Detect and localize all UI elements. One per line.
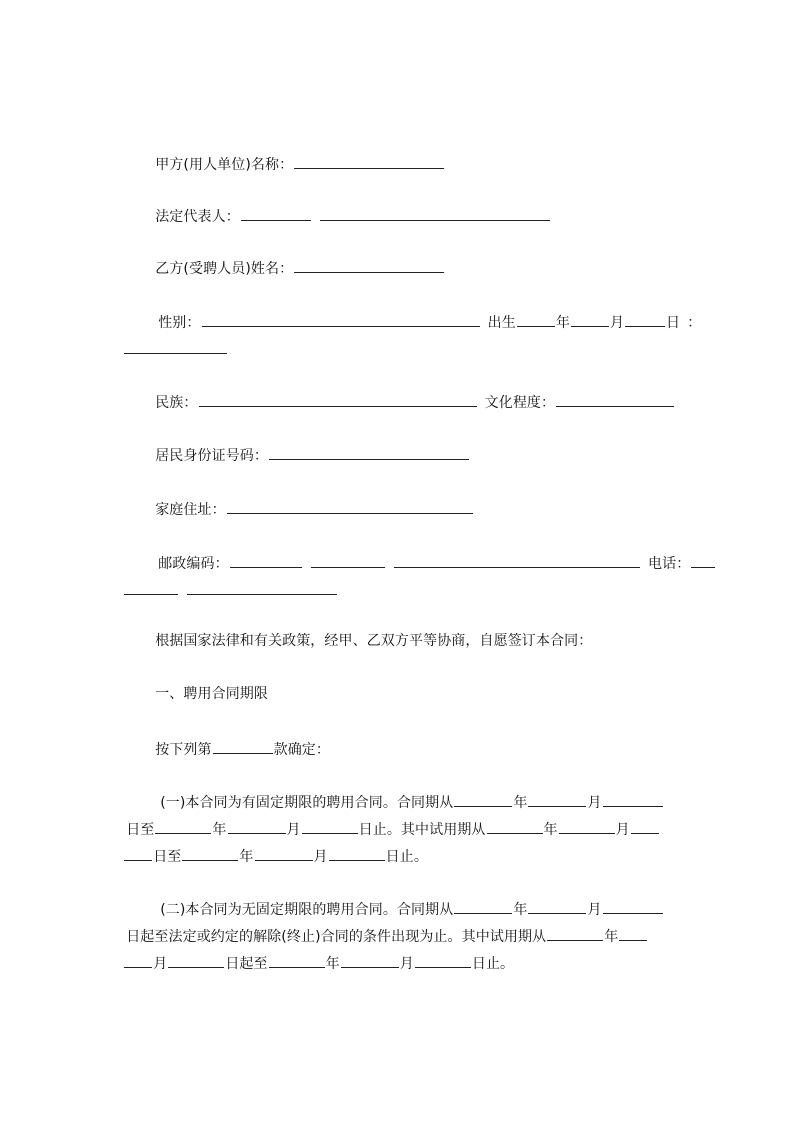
id-blank[interactable]: [269, 444, 469, 460]
birth-month-label: 月: [609, 315, 625, 331]
day-start-to-label: 日起至: [225, 956, 268, 972]
trial-start-year-blank[interactable]: [487, 818, 543, 834]
clause-number-blank[interactable]: [213, 738, 273, 754]
open-trial-start-month-blank-a[interactable]: [619, 925, 647, 941]
year-label: 年: [513, 795, 528, 811]
legal-rep-blank-2[interactable]: [320, 205, 550, 221]
trial-end-day-blank[interactable]: [329, 845, 385, 861]
ethnicity-label: 民族：: [155, 395, 198, 411]
phone-blank-2[interactable]: [124, 579, 178, 595]
birth-year-label: 年: [555, 315, 570, 331]
gender-colon: ：: [687, 315, 702, 331]
year-label: 年: [325, 956, 340, 972]
open-term-head: (二)本合同为无固定期限的聘用合同。合同期从: [160, 902, 454, 918]
trial-end-year-blank[interactable]: [182, 845, 238, 861]
phone-blank-1[interactable]: [691, 552, 715, 568]
party-b-name-blank[interactable]: [294, 257, 444, 273]
month-label: 月: [587, 795, 602, 811]
year-label: 年: [604, 929, 619, 945]
month-label: 月: [286, 822, 301, 838]
open-trial-end-day-blank[interactable]: [415, 952, 471, 968]
birth-day-label: 日: [666, 315, 681, 331]
party-a-label: 甲方(用人单位)名称：: [155, 157, 294, 173]
ethnicity-blank[interactable]: [199, 391, 477, 407]
intro-paragraph: [137, 611, 592, 671]
address-row: [137, 478, 474, 540]
section1-title: 一、聘用合同期限: [155, 686, 269, 702]
postcode-label: 邮政编码：: [158, 556, 229, 572]
fixed-term-head: (一)本合同为有固定期限的聘用合同。合同期从: [160, 795, 454, 811]
month-label: 月: [313, 849, 328, 865]
year-label: 年: [212, 822, 227, 838]
party-b-row: [137, 237, 445, 299]
gender-label: 性别：: [158, 315, 201, 331]
id-row: [137, 424, 470, 486]
section1-title-row: [137, 664, 268, 724]
trial-start-day-blank-b[interactable]: [124, 845, 152, 861]
gender-extra-blank[interactable]: [124, 338, 227, 354]
open-trial-end-year-blank[interactable]: [269, 952, 325, 968]
intro-text: 根据国家法律和有关政策，经甲、乙双方平等协商，自愿签订本合同：: [155, 633, 593, 649]
legal-rep-blank-1[interactable]: [241, 205, 311, 221]
day-to-label: 日至: [126, 822, 155, 838]
birth-label: 出生: [487, 315, 516, 331]
address-label: 家庭住址：: [155, 502, 226, 518]
trial-from-label: 日止。其中试用期从: [358, 822, 486, 838]
trial-start-month-blank[interactable]: [559, 818, 615, 834]
year-label: 年: [543, 822, 558, 838]
open-term-rest: 日起至法定或约定的解除(终止)合同的条件出现为止。其中试用期从: [126, 929, 547, 945]
select-prefix: 按下列第: [155, 742, 212, 758]
open-trial-end-month-blank[interactable]: [341, 952, 399, 968]
month-label: 月: [615, 822, 630, 838]
education-label: 文化程度：: [484, 395, 556, 411]
open-trial-start-day-blank[interactable]: [168, 952, 224, 968]
day-end-label: 日止。: [385, 849, 428, 865]
open-term-line-3: [105, 932, 514, 994]
trial-end-month-blank[interactable]: [255, 845, 313, 861]
address-blank[interactable]: [227, 498, 473, 514]
gender-blank[interactable]: [202, 311, 480, 327]
day-end-label: 日止。: [471, 956, 515, 972]
phone-blank-3[interactable]: [187, 579, 337, 595]
legal-rep-label: 法定代表人：: [155, 209, 240, 225]
phone-label: 电话：: [648, 556, 691, 572]
open-trial-start-year-blank[interactable]: [547, 925, 603, 941]
trial-start-day-blank-a[interactable]: [631, 818, 659, 834]
month-label: 月: [153, 956, 168, 972]
party-a-name-blank[interactable]: [294, 153, 444, 169]
birth-day-blank[interactable]: [625, 311, 665, 327]
year-label: 年: [513, 902, 528, 918]
id-label: 居民身份证号码：: [155, 448, 269, 464]
month-label: 月: [399, 956, 414, 972]
open-trial-start-month-blank-b[interactable]: [124, 952, 152, 968]
select-suffix: 款确定：: [273, 742, 331, 758]
education-blank[interactable]: [556, 391, 674, 407]
birth-month-blank[interactable]: [571, 311, 609, 327]
birth-year-blank[interactable]: [517, 311, 555, 327]
month-label: 月: [587, 902, 602, 918]
postcode-blank-3[interactable]: [394, 552, 640, 568]
party-b-label: 乙方(受聘人员)姓名：: [155, 261, 294, 277]
day-to-label: 日至: [153, 849, 182, 865]
year-label: 年: [239, 849, 254, 865]
